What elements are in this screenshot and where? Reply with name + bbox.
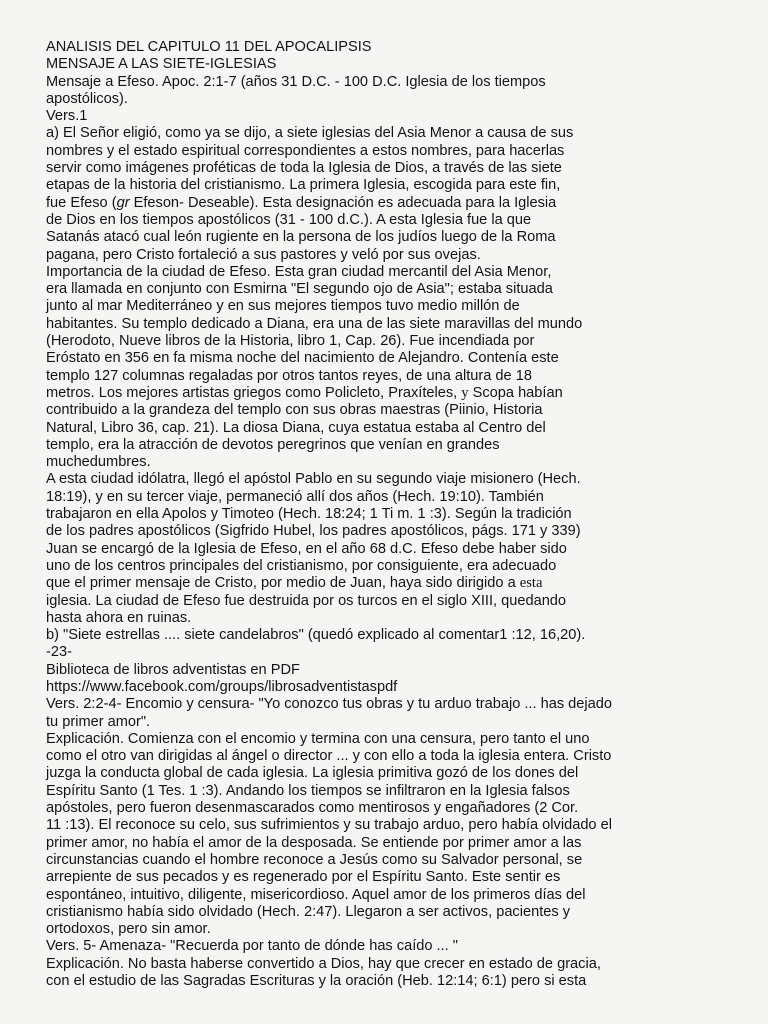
text-segment: juzga la conducta global de cada iglesia. La iglesia primitiva gozó de los dones del — [46, 765, 579, 782]
text-segment: como el otro van dirigidas al ángel o director ... y con ello a toda la iglesia entera. Cristo — [46, 748, 612, 765]
text-segment: Vers.1 — [46, 108, 88, 125]
text-line — [46, 593, 746, 610]
text-line — [46, 748, 746, 765]
text-line — [46, 264, 746, 281]
text-line — [46, 973, 746, 990]
document-text — [46, 39, 746, 990]
text-line — [46, 489, 746, 506]
text-segment: Efeson- Deseable). Esta designación es adecuada para la Iglesia — [129, 194, 557, 211]
text-line — [46, 956, 746, 973]
text-line — [46, 437, 746, 454]
text-line — [46, 74, 746, 91]
text-segment: esta — [519, 575, 543, 592]
text-segment: gr — [116, 194, 130, 211]
text-line — [46, 229, 746, 246]
text-line — [46, 610, 746, 627]
text-line — [46, 817, 746, 834]
text-line — [46, 938, 746, 955]
text-segment: Juan se encargó de la Iglesia de Efeso, en el año 68 d.C. Efeso debe haber sido — [46, 540, 567, 557]
text-line — [46, 921, 746, 938]
text-line — [46, 644, 746, 661]
text-segment: cristianismo había sido olvidado (Hech. 2:47). Llegaron a ser activos, pacientes y — [46, 903, 571, 920]
text-segment: iglesia. La ciudad de Efeso fue destruida por os turcos en el siglo XIII, quedando — [46, 592, 567, 609]
text-line — [46, 869, 746, 886]
text-line — [46, 454, 746, 471]
text-segment: A esta ciudad idólatra, llegó el apóstol Pablo en su segundo viaje misionero (Hech. — [46, 471, 581, 488]
text-line — [46, 368, 746, 385]
text-line — [46, 627, 746, 644]
text-line — [46, 731, 746, 748]
text-line — [46, 714, 746, 731]
text-line — [46, 523, 746, 540]
text-line — [46, 506, 746, 523]
text-segment: contribuido a la grandeza del templo con sus obras maestras (Piinio, Historia — [46, 402, 543, 419]
text-line — [46, 125, 746, 142]
text-segment: servir como imágenes proféticas de toda la Iglesia de Dios, a través de las siete — [46, 160, 562, 177]
text-segment: que el primer mensaje de Cristo, por medio de Juan, haya sido dirigido a — [46, 575, 520, 592]
text-line — [46, 800, 746, 817]
text-segment: circunstancias cuando el hombre reconoce a Jesús como su Salvador personal, se — [46, 851, 583, 868]
text-segment: y — [461, 384, 469, 401]
text-line — [46, 108, 746, 125]
text-segment: Explicación. Comienza con el encomio y termina con una censura, pero tanto el uno — [46, 730, 590, 747]
text-segment: ANALISIS DEL CAPITULO 11 DEL APOCALIPSIS — [46, 39, 372, 55]
text-segment: apostólicos). — [46, 90, 128, 107]
text-segment: Mensaje a Efeso. Apoc. 2:1-7 (años 31 D.C. - 100 D.C. Iglesia de los tiempos — [46, 73, 546, 90]
text-line — [46, 541, 746, 558]
text-segment: Scopa habían — [468, 384, 563, 401]
text-segment: espontáneo, intuitivo, diligente, misericordioso. Aquel amor de los primeros días del — [46, 886, 586, 903]
text-line — [46, 783, 746, 800]
text-line — [46, 904, 746, 921]
text-segment: muchedumbres. — [46, 454, 151, 471]
text-line — [46, 247, 746, 264]
text-segment: primer amor, no había el amor de la desposada. Se entiende por primer amor a las — [46, 834, 582, 851]
text-line — [46, 316, 746, 333]
text-segment: Eróstato en 356 en fa misma noche del nacimiento de Alejandro. Contenía este — [46, 350, 559, 367]
text-segment: Natural, Libro 36, cap. 21). La diosa Diana, cuya estatua estaba al Centro del — [46, 419, 546, 436]
text-segment: habitantes. Su templo dedicado a Diana, era una de las siete maravillas del mundo — [46, 315, 583, 332]
text-segment: de Dios en los tiempos apostólicos (31 - 100 d.C.). A esta Iglesia fue la que — [46, 211, 532, 228]
text-segment: uno de los centros principales del cristianismo, por consiguiente, era adecuado — [46, 557, 557, 574]
text-segment: a) El Señor eligió, como ya se dijo, a siete iglesias del Asia Menor a causa de sus — [46, 125, 574, 142]
text-segment: MENSAJE A LAS SIETE-IGLESIAS — [46, 56, 277, 73]
text-segment: 18:19), y en su tercer viaje, permaneció allí dos años (Hech. 19:10). También — [46, 488, 544, 505]
text-line — [46, 56, 746, 73]
text-line — [46, 662, 746, 679]
text-segment: Vers. 2:2-4- Encomio y censura- "Yo conozco tus obras y tu arduo trabajo ... has dejado — [46, 696, 613, 713]
text-line — [46, 333, 746, 350]
text-segment: etapas de la historia del cristianismo. La primera Iglesia, escogida para este fin, — [46, 177, 561, 194]
text-segment: Satanás atacó cual león rugiente en la persona de los judíos luego de la Roma — [46, 229, 556, 246]
text-segment: templo, era la atracción de devotos peregrinos que venían en grandes — [46, 436, 500, 453]
text-segment: de los padres apostólicos (Sigfrido Hubel, los padres apostólicos, págs. 171 y 339) — [46, 523, 581, 540]
text-line — [46, 852, 746, 869]
text-segment: https://www.facebook.com/groups/librosadventistaspdf — [46, 678, 398, 695]
text-segment: arrepiente de sus pecados y es regenerado por el Espíritu Santo. Este sentir es — [46, 869, 561, 886]
text-segment: Importancia de la ciudad de Efeso. Esta gran ciudad mercantil del Asia Menor, — [46, 263, 552, 280]
text-line — [46, 212, 746, 229]
text-line — [46, 696, 746, 713]
text-line — [46, 679, 746, 696]
text-segment: 11 :13). El reconoce su celo, sus sufrimientos y su trabajo arduo, pero había olvidado el — [46, 817, 612, 834]
text-segment: (Herodoto, Nueve libros de la Historia, libro 1, Cap. 26). Fue incendiada por — [46, 333, 535, 350]
text-line — [46, 298, 746, 315]
text-segment: nombres y el estado espiritual correspondientes a estos nombres, para hacerlas — [46, 142, 565, 159]
text-segment: -23- — [46, 644, 72, 661]
text-segment: pagana, pero Cristo fortaleció a sus pastores y veló por sus ovejas. — [46, 246, 481, 263]
text-line — [46, 195, 746, 212]
text-segment: trabajaron en ella Apolos y Timoteo (Hech. 18:24; 1 Ti m. 1 :3). Según la tradición — [46, 506, 572, 523]
text-segment: con el estudio de las Sagradas Escrituras y la oración (Heb. 12:14; 6:1) pero si esta — [46, 973, 587, 990]
text-line — [46, 160, 746, 177]
text-segment: Explicación. No basta haberse convertido a Dios, hay que crecer en estado de gracia, — [46, 955, 601, 972]
text-line — [46, 39, 746, 56]
text-line — [46, 402, 746, 419]
text-segment: hasta ahora en ruinas. — [46, 609, 192, 626]
text-line — [46, 575, 746, 592]
text-segment: apóstoles, pero fueron desenmascarados como mentirosos y engañadores (2 Cor. — [46, 800, 579, 817]
text-segment: metros. Los mejores artistas griegos como Policleto, Praxíteles, — [46, 384, 462, 401]
text-line — [46, 558, 746, 575]
text-segment: templo 127 columnas regaladas por otros tantos reyes, de una altura de 18 — [46, 367, 532, 384]
text-line — [46, 385, 746, 402]
text-line — [46, 281, 746, 298]
text-segment: Vers. 5- Amenaza- "Recuerda por tanto de dónde has caído ... " — [46, 938, 458, 955]
text-line — [46, 91, 746, 108]
text-segment: Espíritu Santo (1 Tes. 1 :3). Andando los tiempos se infiltraron en la Iglesia falsos — [46, 782, 570, 799]
text-line — [46, 143, 746, 160]
text-line — [46, 765, 746, 782]
text-line — [46, 887, 746, 904]
text-segment: ortodoxos, pero sin amor. — [46, 921, 211, 938]
text-segment: b) "Siete estrellas .... siete candelabros" (quedó explicado al comentar1 :12, 16,20). — [46, 627, 586, 644]
text-segment: era llamada en conjunto con Esmirna "El segundo ojo de Asia"; estaba situada — [46, 281, 553, 298]
text-line — [46, 350, 746, 367]
text-segment: junto al mar Mediterráneo y en sus mejores tiempos tuvo medio millón de — [46, 298, 520, 315]
text-line — [46, 835, 746, 852]
text-segment: fue Efeso ( — [46, 194, 117, 211]
text-segment: Biblioteca de libros adventistas en PDF — [46, 661, 300, 678]
text-line — [46, 177, 746, 194]
text-segment: tu primer amor". — [46, 713, 151, 730]
text-line — [46, 420, 746, 437]
text-line — [46, 471, 746, 488]
